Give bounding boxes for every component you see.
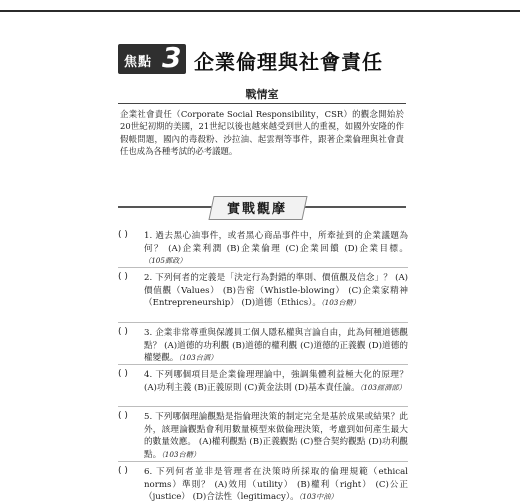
answer-blank[interactable]: ( ) bbox=[118, 272, 128, 282]
answer-blank[interactable]: ( ) bbox=[118, 466, 128, 476]
answer-blank[interactable]: ( ) bbox=[118, 230, 128, 240]
question-source: （103台酒） bbox=[178, 353, 218, 363]
question-divider bbox=[118, 406, 408, 407]
question-body: 5. 下列哪個理論觀點是指倫理決策的制定完全是基於成果或結果？此外，該理論觀點會利用數量模型來做倫理決策，考慮到如何產生最大的數量效應。 (A)權利觀點 (B)正義觀點 (C)整合契約觀點 (D)功利觀點。 bbox=[144, 412, 408, 460]
focus-label: 焦點 bbox=[124, 55, 153, 70]
question-body: 6. 下列何者並非是管理者在決策時所採取的倫理規範（ethical norms）準則？ (A)效用（utility） (B)權利（right） (C)公正（justice） (D)合法性（legitimacy）。 bbox=[144, 467, 408, 503]
question-body: 3. 企業非常尊重與保護員工個人隱私權與言論自由，此為何種道德觀點？ (A)道德的功利觀 (B)道德的權利觀 (C)道德的正義觀 (D)道德的權變觀。 bbox=[144, 328, 408, 364]
question-divider bbox=[118, 461, 408, 462]
question-text bbox=[144, 327, 408, 365]
section-title: 實戰觀摩 bbox=[226, 202, 287, 217]
question-text bbox=[144, 369, 408, 394]
question-divider bbox=[118, 267, 408, 268]
chapter-header bbox=[118, 41, 404, 74]
question-source: （103經濟部） bbox=[359, 382, 406, 392]
question-source: （103台糖） bbox=[161, 449, 201, 459]
answer-blank[interactable]: ( ) bbox=[118, 411, 128, 421]
question-source: （103台糖） bbox=[321, 298, 360, 308]
focus-number: 3 bbox=[162, 41, 182, 74]
top-rule bbox=[0, 10, 520, 12]
question-source: （105郵政） bbox=[144, 256, 187, 266]
focus-badge bbox=[118, 41, 186, 74]
warroom-box bbox=[118, 86, 406, 156]
answer-blank[interactable]: ( ) bbox=[118, 327, 128, 337]
warroom-title: 戰情室 bbox=[245, 88, 279, 101]
question-text bbox=[144, 230, 408, 268]
question-body: 4. 下列哪個項目是企業倫理理論中，強調集體利益極大化的原理？ (A)功利主義 (B)正義原則 (C)黃金法則 (D)基本責任論。 bbox=[144, 370, 408, 393]
section-tab bbox=[211, 196, 303, 218]
question-body: 1. 過去黑心油事件，或者黑心商品事件中，所牽扯到的企業議題為何？ (A)企業利潤 (B)企業倫理 (C)企業回饋 (D)企業目標。 bbox=[144, 231, 408, 254]
question-source: （103中油） bbox=[298, 492, 338, 502]
question-body: 2. 下列何者的定義是「決定行為對錯的準則、價值觀及信念」？ (A)價值觀（Values） (B)告密（Whistle-blowing） (C)企業家精神（Entrepreneurship） (D)道德（Ethics）。 bbox=[144, 273, 408, 309]
question-text bbox=[144, 411, 408, 461]
warroom-body: 企業社會責任（Corporate Social Responsibility，CSR）的觀念開始於20世紀初期的美國，21世紀以後也越來越受到世人的重視，如國外安隆的作假帳問題，國內的毒殺粉、沙拉油、起雲劑等事件，跟著企業倫理與社會責任也成為各種考試的必考議題。 bbox=[120, 109, 404, 157]
chapter-title: 企業倫理與社會責任 bbox=[194, 50, 383, 74]
question-text bbox=[144, 466, 408, 504]
answer-blank[interactable]: ( ) bbox=[118, 369, 128, 379]
question-divider bbox=[118, 322, 408, 323]
question-text bbox=[144, 272, 408, 310]
warroom-divider bbox=[118, 103, 406, 104]
question-divider bbox=[118, 364, 408, 365]
